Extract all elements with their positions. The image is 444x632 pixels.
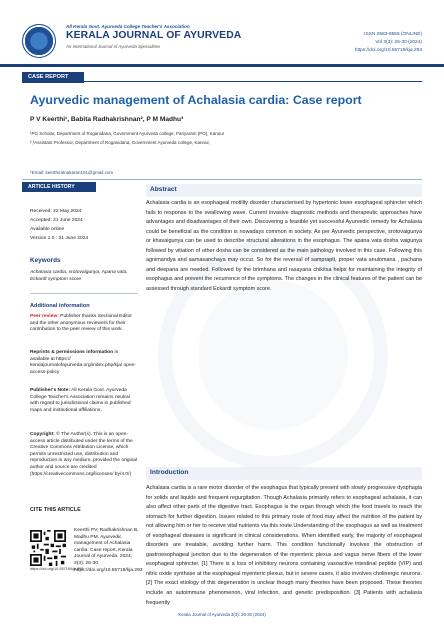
copyright-label: Copyright: [30,432,55,437]
peer-review-text: Publisher thanks Sectional Editor and the other anonymous reviewers for their contribution to the peer review of this work. [30,314,132,333]
journal-name: KERALA JOURNAL OF AYURVEDA [66,30,242,41]
volume: Vol 3(3): 26-30 (2024) [375,40,422,45]
additional-info-heading: Additional information [30,303,90,309]
article-type-badge: CASE REPORT [22,72,84,83]
abstract-heading: Abstract [150,186,177,193]
publisher-note [30,388,138,414]
doi-link[interactable]: https://doi.org/10.55718/kja.293 [354,48,422,53]
qr-code[interactable] [30,530,66,566]
corresponding-email[interactable]: *Email: keerthiratnakaran101@gmail.com [30,170,114,175]
introduction-text: Achalasia cardia is a rare motor disorder of the esophagus that typically present with slowly progressive dysphagia for solids and liquids and frequent regurgitation. Though Achalasia primarily refers to esophageal achalasia, it can also affect other parts of the digestive tract. Esophagus is the organ through which the food travels to reach the stomach for further digestion. Issues related to this primary route of food may affect the nutrition of the patient by not allowing him or her to receive vital nutrients via this route.Understanding of the esophagus as well as treatment of esophageal diseases is significant in clinical considerations. When identified early, the majority of esophageal disorders are treatable, avoiding further harm. This condition functionally involves the obstruction of gastroesophageal junction due to the degeneration of the myenteric plexus and vagus nerve fibers of the lower esophageal sphincter. [1] There is a loss of inhibitory neurons containing vasoactive intestinal peptide (VIP) and nitric oxide synthase at the esophageal myenteric plexus, but in severe cases, it also involves cholinergic neurons. [2] The exact etiology of this degeneration is unclear though many theories have been proposed. These theories include an autoimmune phenomenon, viral infection, and genetic predisposition. [3] Patients with achalasia frequently [146,485,422,606]
publisher-label: Publisher's Note: [30,388,71,393]
affiliation-2: ²,³Assistant Professor, Department of Roganidana, Government Ayurveda college, Kannur, [30,140,211,145]
affiliation-1: ¹PG Scholar, Department of Roganidana, Government Ayurveda college, Pariyaram (PO), Kannur [30,131,225,136]
available-online: Available online [30,227,65,232]
article-type-rule [84,81,422,82]
association-name: All Kerala Govt. Ayurveda College Teacher's Association [66,24,190,29]
journal-subtitle: An International Journal of Ayurveda Specialities [66,44,161,49]
watermark-center [198,280,348,430]
publisher-text: All Kerala Govt. Ayurveda College Teacher's Association remains neutral with regard to jurisdictional claims in published maps and institutional affiliations. [30,388,131,413]
page-footer: Kerala Journal of Ayurveda 3(3): 26-30 (2024) [178,612,266,617]
journal-logo [22,24,56,58]
reprints-label: Reprints & permissions information [30,350,114,355]
article-title: Ayurvedic management of Achalasia cardia: Case report [30,93,362,107]
keywords-rule [30,293,138,294]
article-history-badge: ARTICLE HISTORY [22,182,96,192]
issn: ISSN 2583-8555 (ONLINE) [364,32,422,37]
author-list: P V Keerthi¹, Babita Radhakrishnan², P M Madhu³ [30,116,184,123]
cite-heading: CITE THIS ARTICLE [30,507,81,513]
citation-text: Keerthi PV, Radhakrishnan B, Madhu PM. Ayurvedic management of Achalasia cardia: Case report. Kerala Journal of Ayurveda. 2024; 3(3): 26-30. https://doi.org/10.55718/kja.293 [74,528,143,573]
abstract-heading-band [146,184,422,197]
keywords-text: Achalasia cardia, srotovaigunya, Apana vata, Eckardt symptom score [30,270,128,282]
abstract-text: Achalasia cardia is an esophageal motility disorder characterised by hypertonic lower esophageal sphincter which fails to response to the swallowing wave. Current invasive diagnostic methods and therapeutic approaches have advantages and disadvantages of their own. Discovering a feasible yet successful Ayurvedic remedy for Achalasia could be beneficial as the condition is nowadays common in society. As per Ayurvedic perspective, srotovaigunya or khavaigunya can be used to describe structural alterations in the esophagus. The apana vata dosha vaigunya followed by vitiation of other dosha can be considered as the main pathology involved in this case. Following this agnimandya and aamasanchaya may occur. So for the reversal of samprapti, proper vata anulomana , pachana and deepana are needed. Followed by the brimhana and rasayana chikitsa helps for maintaining the integrity of esophagus and prevent the recurrence of the symptoms. The changes in the clinical features of the patient can be assessed through standard Eckardt symptom score. [146,200,422,292]
reprints-text[interactable]: is available at https:// keralajournalofayurveda.org/index.php/kja/ open-access-policy [30,350,137,375]
copyright-text: © The Author(s). This is an open-access article distributed under the terms of the Creative Commons Attribution License, which permits unrestricted use, distribution and reproduction in any medium, provided the original author and source are credited (https://creativecommons.org/licenses/ by/4.0/) [30,432,138,477]
reprints-note [30,350,138,376]
peer-review-note [30,314,138,334]
accepted-date: Accepted: 21 June 2024 [30,218,83,223]
introduction-heading: Introduction [150,469,189,476]
front-matter-rule [22,179,422,180]
keywords-heading: Keywords [30,257,61,264]
copyright-note [30,432,138,478]
header-rule [0,64,444,67]
version: Version 1.0 : 31 June 2024 [30,236,89,241]
peer-review-label: Peer review: [30,314,59,319]
received-date: Received: 22 May 2024 [30,209,82,214]
qr-caption: https://doi.org/10.55718/kja.293 [30,567,84,571]
